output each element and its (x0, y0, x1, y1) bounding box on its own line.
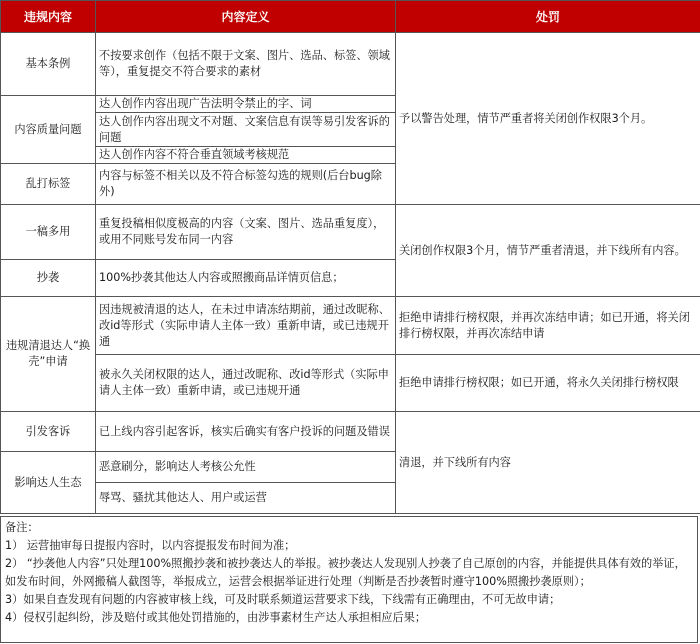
notes-box (0, 516, 698, 643)
table-header-row (1, 1, 700, 33)
definition-cell: 辱骂、骚扰其他达人、用户或运营 (96, 483, 396, 514)
category-cell: 违规清退达人“换壳”申请 (1, 297, 96, 412)
table-row (1, 412, 700, 452)
category-cell: 一稿多用 (1, 205, 96, 260)
definition-cell: 因违规被清退的达人，在未过申请冻结期前，通过改昵称、改id等形式（实际申请人主体一致）重新申请，或已违规开通 (96, 297, 396, 355)
definition-cell: 重复投稿相似度极高的内容（文案、图片、选品重复度），或用不同账号发布同一内容 (96, 205, 396, 260)
note-item: 4）侵权引起纠纷，涉及赔付或其他处罚措施的，由涉事素材生产达人承担相应后果； (5, 611, 427, 624)
penalty-cell: 清退，并下线所有内容 (396, 412, 700, 514)
definition-cell: 达人创作内容出现广告法明令禁止的字、词 (96, 96, 396, 113)
definition-cell: 恶意刷分，影响达人考核公允性 (96, 452, 396, 483)
category-cell: 基本条例 (1, 33, 96, 96)
category-cell: 内容质量问题 (1, 96, 96, 164)
definition-cell: 达人创作内容出现文不对题、文案信息有误等易引发客诉的问题 (96, 113, 396, 147)
note-item: 3）如果自查发现有问题的内容被审核上线，可及时联系频道运营要求下线，下线需有正确理由，不可无故申请； (5, 593, 561, 606)
note-item: 1） 运营抽审每日提报内容时，以内容提报发布时间为准； (5, 539, 296, 552)
header-violation: 违规内容 (1, 1, 96, 33)
header-definition: 内容定义 (96, 1, 396, 33)
category-cell: 影响达人生态 (1, 452, 96, 514)
definition-cell: 达人创作内容不符合垂直领域考核规范 (96, 147, 396, 164)
table-row (1, 355, 700, 412)
definition-cell: 不按要求创作（包括不限于文案、图片、选品、标签、领域等），重复提交不符合要求的素材 (96, 33, 396, 96)
definition-cell: 内容与标签不相关以及不符合标签勾选的规则(后台bug除外) (96, 164, 396, 205)
penalty-cell: 拒绝申请排行榜权限；如已开通，将永久关闭排行榜权限 (396, 355, 700, 412)
definition-cell: 已上线内容引起客诉，核实后确实有客户投诉的问题及错误 (96, 412, 396, 452)
table-row (1, 297, 700, 355)
penalty-cell: 关闭创作权限3个月，情节严重者清退，并下线所有内容。 (396, 205, 700, 297)
table-row (1, 33, 700, 96)
header-penalty: 处罚 (396, 1, 700, 33)
category-cell: 抄袭 (1, 260, 96, 297)
category-cell: 乱打标签 (1, 164, 96, 205)
table-row (1, 205, 700, 260)
definition-cell: 被永久关闭权限的达人，通过改昵称、改id等形式（实际申请人主体一致）重新申请，或已违规开通 (96, 355, 396, 412)
definition-cell: 100%抄袭其他达人内容或照搬商品详情页信息； (96, 260, 396, 297)
penalty-cell: 拒绝申请排行榜权限，并再次冻结申请；如已开通，将关闭排行榜权限，并再次冻结申请 (396, 297, 700, 355)
category-cell: 引发客诉 (1, 412, 96, 452)
note-item: 2） “抄袭他人内容”只处理100%照搬抄袭和被抄袭达人的举报。被抄袭达人发现别人抄袭了自己原创的内容，并能提供具体有效的举证，如发布时间，外网搬稿人截图等，举报成立，运营会根据举证进行处理（判断是否抄袭暂时遵守100%照搬抄袭原则）； (5, 557, 686, 588)
penalty-cell: 予以警告处理，情节严重者将关闭创作权限3个月。 (396, 33, 700, 205)
notes-title: 备注： (5, 521, 39, 534)
